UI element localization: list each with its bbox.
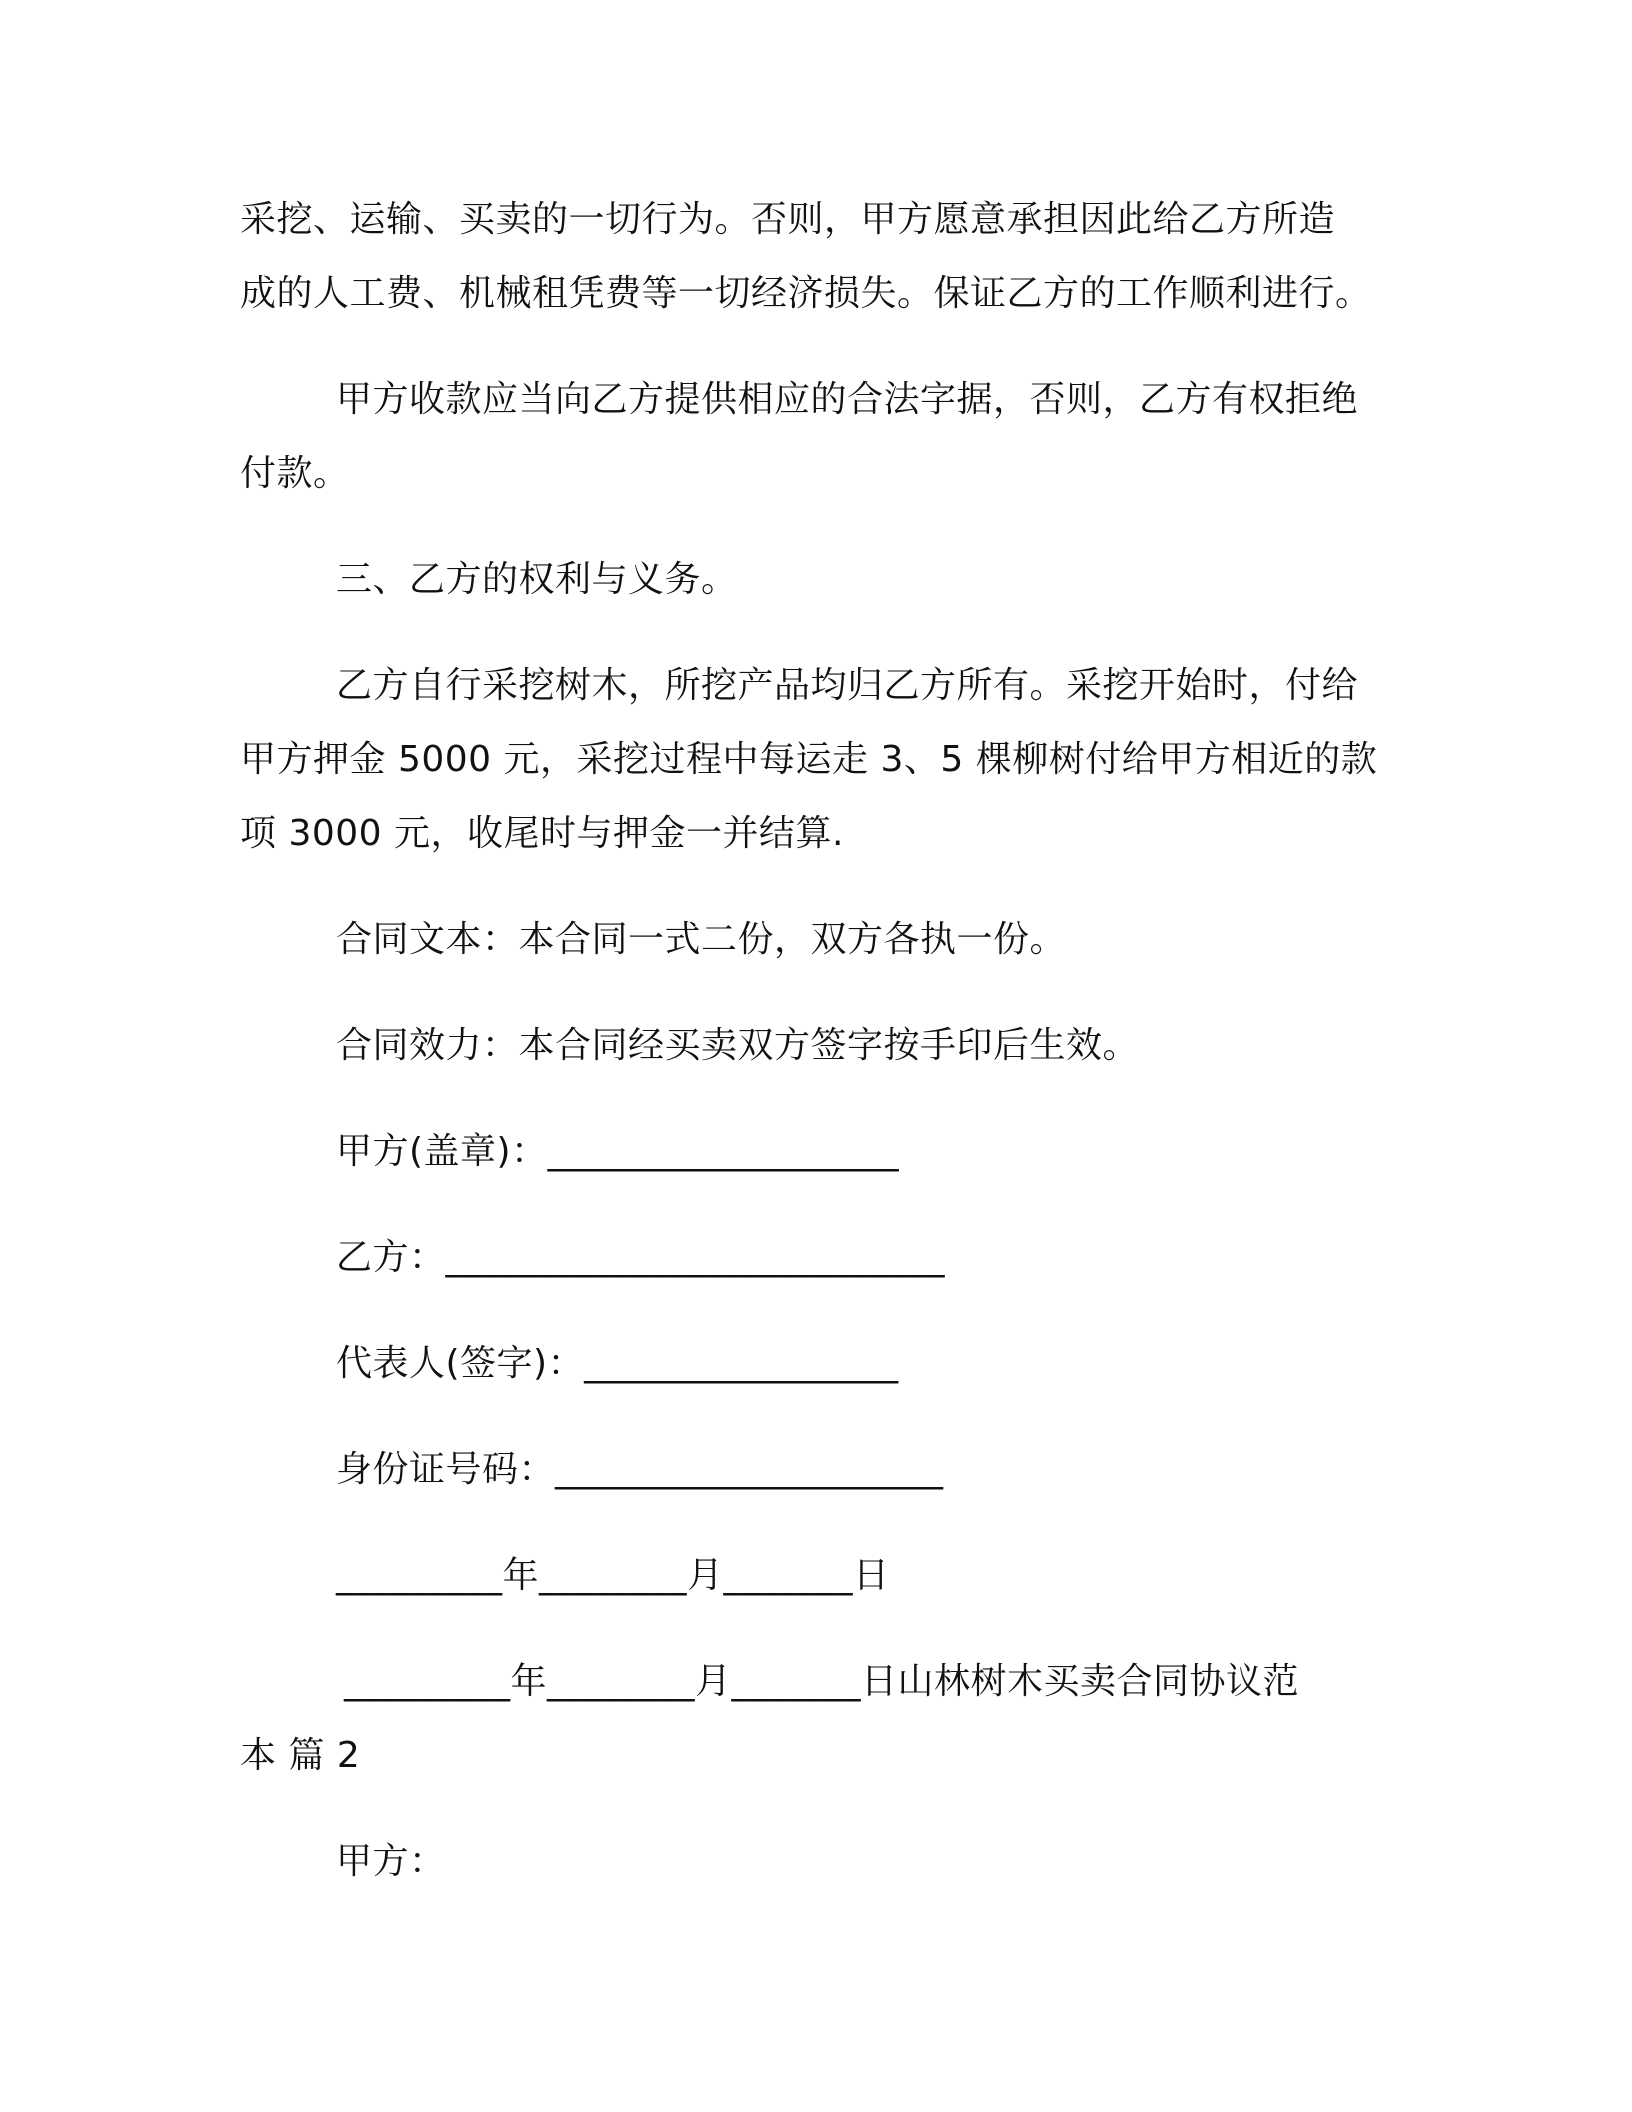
contract-effect-clause: 合同效力：本合同经买卖双方签字按手印后生效。 xyxy=(336,1025,1140,1066)
section-heading: 三、乙方的权利与义务。 xyxy=(336,559,738,600)
body-text-line: 采挖、运输、买卖的一切行为。否则，甲方愿意承担因此给乙方所造 xyxy=(240,199,1336,240)
paragraph-rights-duties: 乙方自行采挖树木，所挖产品均归乙方所有。采挖开始时，付给 xyxy=(336,665,1359,706)
id-number-line: 身份证号码：_____________________ xyxy=(336,1449,944,1490)
body-text-line: 成的人工费、机械租凭费等一切经济损失。保证乙方的工作顺利进行。 xyxy=(240,273,1372,314)
party-a-label: 甲方： xyxy=(336,1841,446,1882)
date-line: _________年________月_______日 xyxy=(336,1555,890,1596)
party-a-signature-line: 甲方(盖章)：___________________ xyxy=(336,1131,900,1172)
date-and-next-title-line: _________年________月_______日山林树木买卖合同协议范 xyxy=(344,1661,1300,1702)
body-text-line: 项 3000 元，收尾时与押金一并结算. xyxy=(240,813,844,854)
party-b-signature-line: 乙方：___________________________ xyxy=(336,1237,946,1278)
body-text-line: 付款。 xyxy=(240,453,350,494)
contract-copies-clause: 合同文本：本合同一式二份，双方各执一份。 xyxy=(336,919,1067,960)
body-text-line: 甲方押金 5000 元，采挖过程中每运走 3、5 棵柳树付给甲方相近的款 xyxy=(240,739,1378,780)
paragraph-payment-receipt: 甲方收款应当向乙方提供相应的合法字据，否则，乙方有权拒绝 xyxy=(336,379,1359,420)
representative-signature-line: 代表人(签字)：_________________ xyxy=(336,1343,899,1384)
next-section-title: 本 篇 2 xyxy=(240,1735,361,1776)
